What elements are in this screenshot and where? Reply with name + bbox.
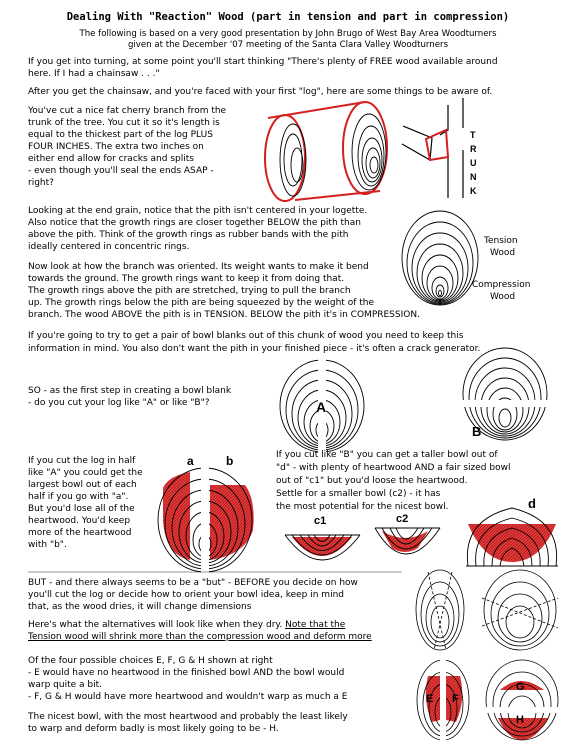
- alternatives-prefix: Here's what the alternatives will look like when they dry.: [28, 620, 286, 630]
- but-text-3: that, as the wood dries, it will change dimensions: [28, 602, 252, 612]
- log-text-7: right?: [28, 178, 54, 188]
- drying-a-illustration: [416, 570, 464, 650]
- label-a-upper: A: [316, 399, 327, 415]
- cut-a-text-5: But you'd lose all of the: [28, 504, 135, 514]
- label-h: H: [516, 714, 524, 726]
- cut-a-text-2: like "A" you could get the: [28, 468, 143, 478]
- but-text-2: you'll cut the log or decide how to orient your bowl idea, keep in mind: [28, 590, 344, 600]
- branch-text-4: up. The growth rings below the pith are being squeezed by the weight of the: [28, 298, 374, 308]
- but-text-1: BUT - and there always seems to be a "but" - BEFORE you decide on how: [28, 578, 358, 588]
- branch-text-5: branch. The wood ABOVE the pith is in TENSION. BELOW the pith it's in COMPRESSION.: [28, 310, 420, 320]
- blank-text-1: If you're going to try to get a pair of bowl blanks out of this chunk of wood you need to keep this: [28, 331, 464, 341]
- intro-line-1: If you get into turning, at some point you'll start thinking "There's plenty of FREE wood available around: [28, 57, 498, 67]
- label-e: E: [426, 693, 434, 705]
- branch-text-3: The growth rings above the pith are stretched, trying to pull the branch: [28, 286, 351, 296]
- label-g: G: [516, 681, 525, 693]
- log-text-2: trunk of the tree. You cut it so it's length is: [28, 118, 220, 128]
- cut-a-text-4: half if you go with "a".: [28, 492, 129, 502]
- cut-b-text-3: out of "c1" but you'd loose the heartwood.: [276, 476, 468, 486]
- end-grain-rings: [402, 211, 478, 305]
- cut-a-text-8: with "b".: [28, 540, 67, 550]
- final-text-1: The nicest bowl, with the most heartwood and probably the least likely: [28, 712, 348, 722]
- cut-a-text-3: largest bowl out of each: [28, 480, 137, 490]
- label-f: F: [452, 693, 459, 705]
- trunk-branch-illustration: [402, 98, 463, 198]
- bowl-c2-illustration: [375, 528, 440, 554]
- cut-b-gap: [458, 400, 558, 407]
- drying-b-illustration: [482, 570, 558, 650]
- alternatives-text-1: [28, 620, 345, 631]
- branch-text-1: Now look at how the branch was oriented. Its weight wants to make it bend: [28, 262, 369, 272]
- grain-text-4: ideally centered in concentric rings.: [28, 242, 190, 252]
- intro-line-3: After you get the chainsaw, and you're faced with your first "log", here are some things to be aware of.: [28, 87, 493, 97]
- log-text-1: You've cut a nice fat cherry branch from the: [28, 106, 227, 116]
- cut-a-text-7: more of the heartwood: [28, 528, 132, 538]
- label-a-lower: a: [187, 454, 194, 468]
- trunk-letter-r: R: [470, 144, 477, 154]
- tension-label-2: Wood: [490, 248, 516, 258]
- choices-text-1: Of the four possible choices E, F, G & H shown at right: [28, 656, 273, 666]
- page-title: Dealing With "Reaction" Wood (part in tension and part in compression): [66, 11, 510, 23]
- cut-b-text-4: Settle for a smaller bowl (c2) - it has: [276, 489, 441, 499]
- log-text-3: equal to the thickest part of the log PLUS: [28, 130, 213, 140]
- cut-b-text-5: the most potential for the nicest bowl.: [276, 502, 449, 512]
- bowl-d-illustration: [466, 508, 558, 566]
- cut-a-text-1: If you cut the log in half: [28, 456, 136, 466]
- cut-b-text-1: If you cut like "B" you can get a taller bowl out of: [276, 450, 498, 460]
- log-text-5: either end allow for cracks and splits: [28, 154, 194, 164]
- compression-label-2: Wood: [490, 292, 516, 302]
- grain-text-1: Looking at the end grain, notice that the pith isn't centered in your logette.: [28, 206, 368, 216]
- label-b-upper: B: [472, 424, 482, 439]
- halves-ab-illustration: [158, 465, 254, 575]
- label-b-lower: b: [226, 454, 234, 468]
- log-text-6: - even though you'll seal the ends ASAP -: [28, 166, 214, 176]
- log-text-4: FOUR INCHES. The extra two inches on: [28, 142, 204, 152]
- grain-text-2: Also notice that the growth rings are closer together BELOW the pith than: [28, 218, 361, 228]
- alternatives-note-start: Note that the: [285, 620, 346, 630]
- so-text-2: - do you cut your log like "A" or like "B"?: [28, 398, 210, 408]
- subtitle-meeting: given at the December '07 meeting of the Santa Clara Valley Woodturners: [127, 40, 449, 50]
- compression-label-1: Compression: [472, 280, 531, 290]
- tension-label-1: Tension: [484, 236, 518, 246]
- final-text-2: to warp and deform badly is most likely going to be - H.: [28, 724, 279, 734]
- choices-text-3: warp quite a bit.: [28, 680, 102, 690]
- trunk-letter-t: T: [470, 130, 476, 140]
- so-text-1: SO - as the first step in creating a bowl blank: [28, 386, 232, 396]
- trunk-letter-k: K: [470, 186, 477, 196]
- trunk-letter-u: U: [470, 158, 477, 168]
- intro-line-2: here. If I had a chainsaw . . .": [28, 69, 160, 79]
- label-c1: c1: [314, 515, 327, 527]
- choices-text-2: - E would have no heartwood in the finished bowl AND the bowl would: [28, 668, 345, 678]
- bowl-c1-illustration: [285, 535, 360, 560]
- log-rings: [280, 114, 386, 196]
- subtitle-presentation: The following is based on a very good presentation by John Brugo of West Bay Area Woodturners: [79, 29, 497, 39]
- cut-b-text-2: "d" - with plenty of heartwood AND a fair sized bowl: [276, 463, 511, 473]
- grain-text-3: above the pith. Think of the growth rings as rubber bands with the pith: [28, 230, 349, 240]
- choices-text-4: - F, G & H would have more heartwood and wouldn't warp as much a E: [28, 692, 348, 702]
- trunk-letter-n: N: [470, 172, 477, 182]
- alternatives-text-2: Tension wood will shrink more than the compression wood and deform more: [28, 632, 372, 642]
- cut-a-text-6: heartwood. You'd keep: [28, 516, 131, 526]
- bowls-efgh-illustration: [417, 658, 560, 744]
- blank-text-2: information in mind. You also don't want the pith in your finished piece - it's often a crack generator.: [28, 344, 481, 354]
- label-c2: c2: [396, 513, 409, 525]
- label-d: d: [528, 496, 536, 511]
- branch-text-2: towards the ground. The growth rings want to keep it from doing that.: [28, 274, 345, 284]
